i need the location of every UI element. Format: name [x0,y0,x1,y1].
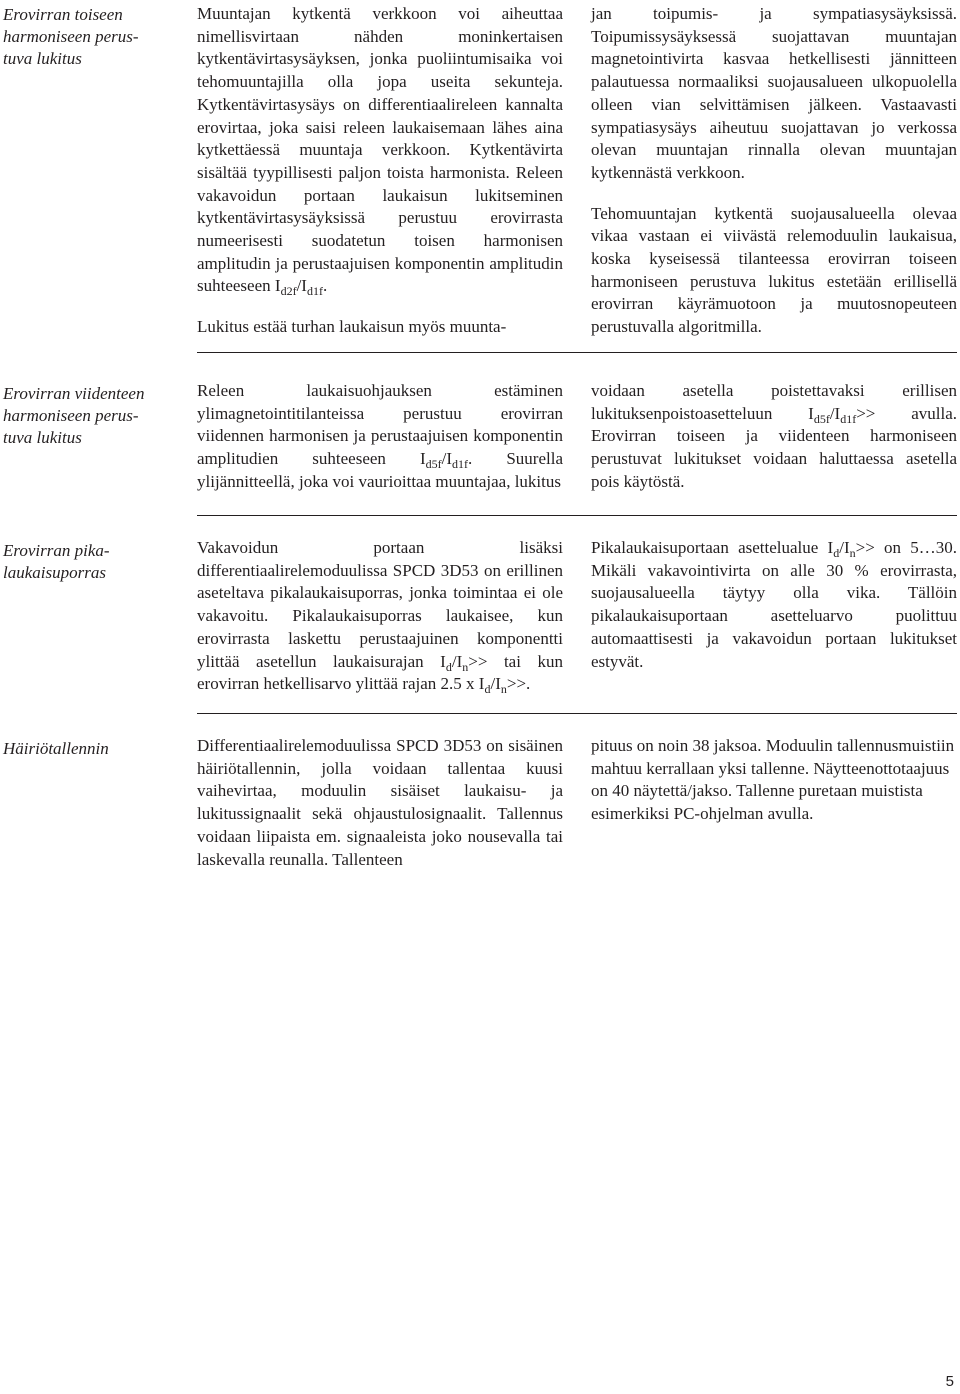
body-column-left [197,3,563,339]
paragraph [591,380,957,494]
subscript: d [833,546,840,560]
paragraph [591,537,957,673]
section-heading: Erovirran toiseen harmoniseen perus- tuva lukitus [3,5,139,68]
paragraph: Differentiaalirelemoduulissa SPCD 3D53 on sisäinen häiriötallennin, jolla voidaan tallentaa kuusi vaihevirtaa, moduulin sisäiset laukaisu- ja lukitussignaalit sekä ohjaustulosignaalit. Tallennus voidaan liipaista em. signaaleista joko nousevalla tai laskevalla reunalla. Tallenteen [197,736,563,869]
paragraph [197,537,563,696]
text-run: /I [451,651,463,671]
subscript: d5f [425,457,442,472]
subscript: d1f [452,457,469,472]
section-divider [197,352,957,353]
text-run: . [322,276,328,296]
text-run: >> on 5…30. Mikäli vakavointivirta on alle 30 % erovirrasta, suojausalueella täytyy olla vika. Tällöin pikalaukaisuportaan asetteluarvo puolittuu automaattisesti ja vakavoidun portaan lukitukset estyvät. [591,538,957,671]
body-column-right [591,380,957,494]
paragraph: Lukitus estää turhan laukaisun myös muunta- [197,317,507,337]
text-run: /I [490,674,501,694]
subscript: d2f [280,284,297,299]
text-run: >>. [506,674,531,694]
body-column-left [197,380,563,494]
subscript: n [462,659,469,674]
subscript: d [484,682,491,697]
paragraph [197,3,563,298]
text-run: Muuntajan kytkentä verkkoon voi aiheuttaa nimellisvirtaan nähden moninkertaisen kytkentävirtasysäyksen, jonka puoliintumisaika voi tehomuuntajilla olla jopa useita sekunteja. Kytkentävirtasysäys on differentiaalireleen kannalta erovirtaa, joka saisi releen laukaisemaan lähes aina kytkettäessä muuntaja verkkoon. Kytkentävirta sisältää tyypillisesti paljon toista harmonista. Releen vakavoidun portaan laukaisun lukitseminen kytkentävirtasysäyksissä perustuu erovirrasta numeerisesti suodatetun toisen harmonisen amplitudin ja perustaajuisen komponentin amplitudin suhteeseen I [197,4,563,296]
text-run: /I [829,403,841,423]
text-run: /I [441,449,453,469]
body-column-right [591,735,957,826]
text-run: Pikalaukaisuportaan asettelualue I [591,538,834,557]
body-column-right [591,3,957,339]
body-column-left [197,537,563,696]
text-run: >> tai kun erovirran hetkellisarvo ylittää rajan 2.5 x I [197,651,563,694]
paragraph: jan toipumis- ja sympatiasysäyksissä. Toipumissysäyksessä suojattavan muuntajan magnetointivirta kasvaa hetkellisesti jännitteen palautuessa normaaliksi suojausalueen ulkopuolella olleen vian selvittämisen jälkeen. Vastaavasti sympatiasysäys aiheutuu suojattavan jo verkossa olevan muuntajan rinnalla olevan muuntajan kytkennästä verkkoon. [591,4,957,182]
text-run: voidaan asetella poistettavaksi erillisen lukituksenpoistoasetteluun I [591,381,957,423]
subscript: d1f [840,411,857,426]
text-run: . Suurella ylijännitteellä, joka voi vaurioittaa muuntajaa, lukitus [197,449,563,491]
body-column-right [591,537,957,673]
subscript: n [500,682,507,697]
subscript: d5f [813,411,830,426]
paragraph: pituus on noin 38 jaksoa. Moduulin tallennusmuistiin mahtuu kerrallaan yksi tallenne. Näytteenottotaajuus on 40 näytettä/jakso. Tallenne puretaan muistista esimerkiksi PC-ohjelman avulla. [591,736,955,824]
body-column-left [197,735,563,871]
text-run: /I [839,538,850,557]
text-run: >> avulla. Erovirran toiseen ja viidenteen harmoniseen perustuvat lukitukset voidaan haluttaessa asetella pois käytöstä. [591,403,957,491]
subscript: d1f [306,284,323,299]
paragraph: Tehomuuntajan kytkentä suojausalueella olevaa vikaa vastaan ei viivästä relemoduulin laukaisua, koska kyseisessä tilanteessa erovirran toiseen harmoniseen perustuva lukitus estetään erillisellä erovirran käyrämuotoon ja muutosnopeuteen perustuvalla algoritmilla. [591,203,957,337]
subscript: n [849,546,856,560]
text-run: Vakavoidun portaan lisäksi differentiaalirelemoduulissa SPCD 3D53 on erillinen aseteltava pikalaukaisuporras, jonka toimintaa ei ole vakavoitu. Pikalaukaisuporras laukaisee, kun erovirrasta laskettu perustaajuinen komponentti ylittää asetellun laukaisurajan I [197,538,563,671]
section-heading: Erovirran pika- laukaisuporras [3,541,110,582]
section-heading: Erovirran viidenteen harmoniseen perus- tuva lukitus [3,384,145,447]
section-divider [197,713,957,714]
text-run: /I [296,276,307,296]
text-run: Releen laukaisuohjauksen estäminen ylimagnetointitilanteissa perustuu erovirran viidennen harmonisen ja perustaajuisen komponentin amplitudien suhteeseen I [197,381,563,469]
subscript: d [445,659,452,674]
paragraph [197,380,563,494]
section-heading: Häiriötallennin [3,739,109,758]
section-divider [197,515,957,516]
page-number: 5 [945,1373,954,1390]
